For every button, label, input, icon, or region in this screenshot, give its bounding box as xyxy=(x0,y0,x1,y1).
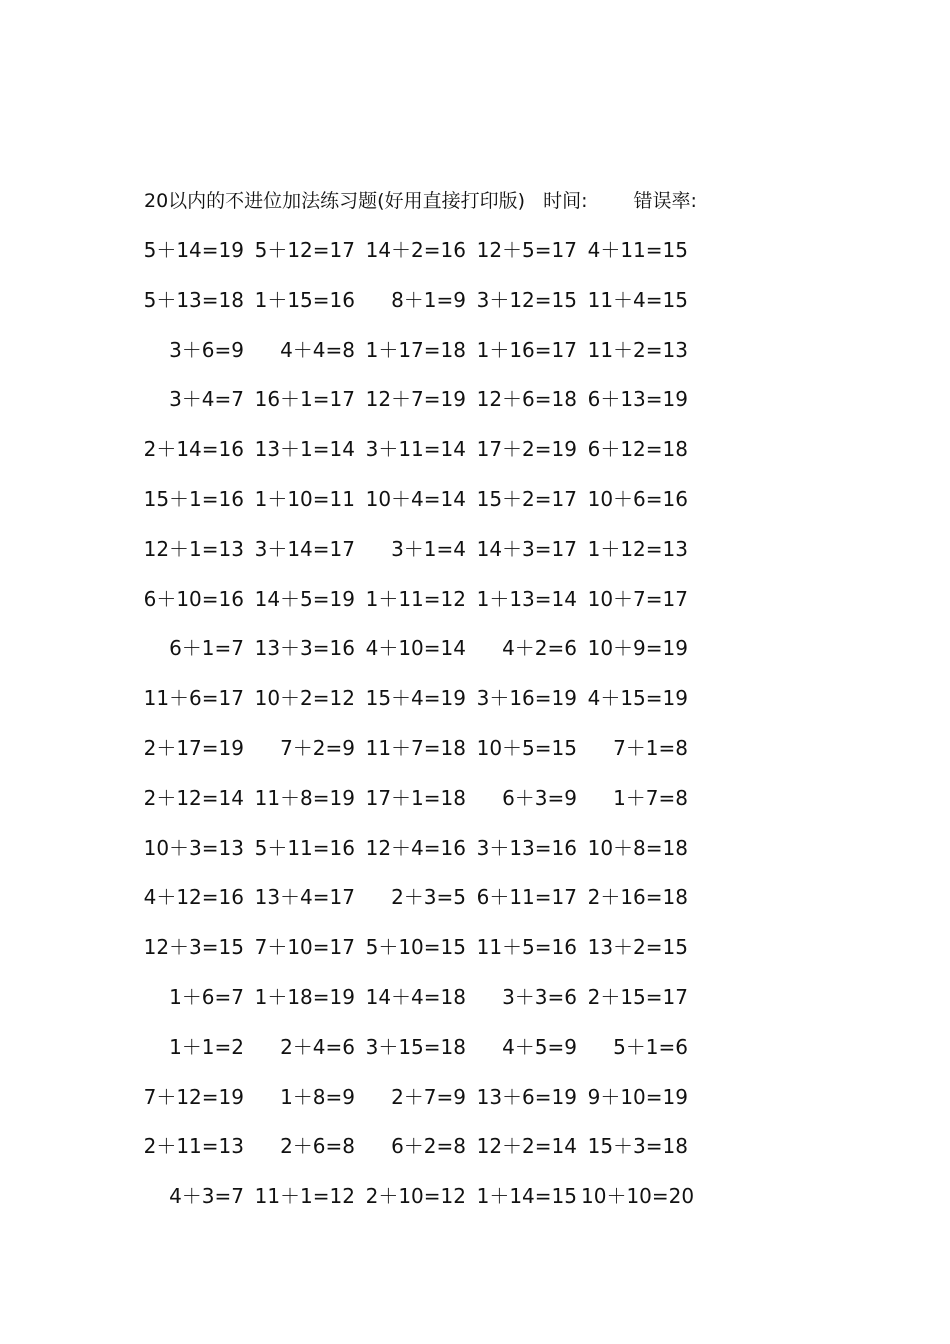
exercise: 3＋12=15 xyxy=(476,287,577,312)
exercise: 1＋16=17 xyxy=(476,337,577,362)
exercise: 6＋3=9 xyxy=(502,785,577,810)
exercise: 12＋1=13 xyxy=(143,536,244,561)
exercise: 1＋18=19 xyxy=(254,984,355,1009)
exercise: 11＋4=15 xyxy=(587,287,688,312)
exercise: 14＋2=16 xyxy=(365,238,466,262)
exercise: 2＋16=18 xyxy=(587,885,688,910)
exercise: 4＋4=8 xyxy=(280,337,355,362)
exercise: 11＋1=12 xyxy=(254,1184,355,1209)
worksheet-title: 20以内的不进位加法练习题(好用直接打印版) xyxy=(144,190,526,212)
exercise: 1＋7=8 xyxy=(613,785,688,810)
exercise: 3＋6=9 xyxy=(169,337,244,362)
exercise: 6＋10=16 xyxy=(143,586,244,611)
exercise: 1＋13=14 xyxy=(476,586,577,611)
exercise: 4＋3=7 xyxy=(169,1184,244,1209)
exercise: 2＋7=9 xyxy=(391,1084,466,1109)
exercise: 1＋6=7 xyxy=(169,984,244,1009)
exercise: 8＋1=9 xyxy=(391,287,466,312)
exercise: 4＋11=15 xyxy=(587,238,688,262)
exercise: 10＋4=14 xyxy=(365,486,466,511)
exercise: 2＋6=8 xyxy=(280,1134,355,1159)
exercise: 3＋3=6 xyxy=(502,984,577,1009)
exercise: 15＋4=19 xyxy=(365,686,466,711)
exercise: 4＋15=19 xyxy=(587,686,688,711)
exercise: 13＋3=16 xyxy=(254,636,355,661)
exercise: 10＋5=15 xyxy=(476,735,577,760)
exercise: 10＋3=13 xyxy=(143,835,244,860)
exercise: 7＋2=9 xyxy=(280,735,355,760)
exercise: 5＋10=15 xyxy=(365,935,466,960)
exercise: 14＋4=18 xyxy=(365,984,466,1009)
exercise: 14＋5=19 xyxy=(254,586,355,611)
exercise: 12＋2=14 xyxy=(476,1134,577,1159)
exercise: 6＋1=7 xyxy=(169,636,244,661)
exercise: 17＋1=18 xyxy=(365,785,466,810)
exercise: 13＋6=19 xyxy=(476,1084,577,1109)
exercise: 10＋8=18 xyxy=(587,835,688,860)
exercise: 14＋3=17 xyxy=(476,536,577,561)
exercise: 11＋8=19 xyxy=(254,785,355,810)
exercise: 6＋2=8 xyxy=(391,1134,466,1159)
exercise: 11＋6=17 xyxy=(143,686,244,711)
worksheet-header xyxy=(144,186,697,216)
exercise: 3＋4=7 xyxy=(169,387,244,412)
exercise: 1＋8=9 xyxy=(280,1084,355,1109)
exercise: 1＋15=16 xyxy=(254,287,355,312)
exercise: 12＋7=19 xyxy=(365,387,466,412)
exercise: 10＋2=12 xyxy=(254,686,355,711)
exercise: 5＋1=6 xyxy=(613,1034,688,1059)
error-rate-label: 错误率: xyxy=(633,190,697,212)
exercise: 10＋10=20 xyxy=(581,1184,695,1209)
exercise: 13＋2=15 xyxy=(587,935,688,960)
exercise: 7＋10=17 xyxy=(254,935,355,960)
exercise: 6＋11=17 xyxy=(476,885,577,910)
exercise: 1＋1=2 xyxy=(169,1034,244,1059)
exercise: 10＋9=19 xyxy=(587,636,688,661)
exercise: 4＋5=9 xyxy=(502,1034,577,1059)
exercise: 4＋12=16 xyxy=(143,885,244,910)
exercise: 5＋11=16 xyxy=(254,835,355,860)
exercise: 2＋11=13 xyxy=(143,1134,244,1159)
exercise: 2＋3=5 xyxy=(391,885,466,910)
exercise: 15＋3=18 xyxy=(587,1134,688,1159)
exercise: 13＋1=14 xyxy=(254,437,355,462)
exercise: 16＋1=17 xyxy=(254,387,355,412)
exercise: 5＋13=18 xyxy=(143,287,244,312)
exercise: 1＋11=12 xyxy=(365,586,466,611)
exercise: 12＋5=17 xyxy=(476,238,577,262)
exercise: 2＋10=12 xyxy=(365,1184,466,1209)
exercise: 1＋17=18 xyxy=(365,337,466,362)
exercise: 3＋14=17 xyxy=(254,536,355,561)
exercise: 15＋1=16 xyxy=(143,486,244,511)
exercise: 4＋2=6 xyxy=(502,636,577,661)
exercise: 3＋11=14 xyxy=(365,437,466,462)
time-label: 时间: xyxy=(543,190,588,212)
exercise: 12＋6=18 xyxy=(476,387,577,412)
exercise: 11＋5=16 xyxy=(476,935,577,960)
exercise: 9＋10=19 xyxy=(587,1084,688,1109)
exercise: 3＋1=4 xyxy=(391,536,466,561)
exercise: 2＋14=16 xyxy=(143,437,244,462)
exercise: 3＋16=19 xyxy=(476,686,577,711)
exercise: 7＋12=19 xyxy=(143,1084,244,1109)
exercise: 5＋12=17 xyxy=(254,238,355,262)
exercise: 2＋12=14 xyxy=(143,785,244,810)
exercise: 1＋14=15 xyxy=(476,1184,577,1209)
exercise: 6＋12=18 xyxy=(587,437,688,462)
exercise: 13＋4=17 xyxy=(254,885,355,910)
exercise: 2＋17=19 xyxy=(143,735,244,760)
exercise: 17＋2=19 xyxy=(476,437,577,462)
exercise: 1＋12=13 xyxy=(587,536,688,561)
exercise: 15＋2=17 xyxy=(476,486,577,511)
exercise: 10＋7=17 xyxy=(587,586,688,611)
exercise: 5＋14=19 xyxy=(143,238,244,262)
exercise: 4＋10=14 xyxy=(365,636,466,661)
exercise: 10＋6=16 xyxy=(587,486,688,511)
exercise: 2＋4=6 xyxy=(280,1034,355,1059)
exercise: 1＋10=11 xyxy=(254,486,355,511)
exercise: 12＋4=16 xyxy=(365,835,466,860)
exercise: 7＋1=8 xyxy=(613,735,688,760)
exercise: 3＋15=18 xyxy=(365,1034,466,1059)
exercise: 11＋7=18 xyxy=(365,735,466,760)
exercise: 3＋13=16 xyxy=(476,835,577,860)
exercise: 11＋2=13 xyxy=(587,337,688,362)
exercise: 6＋13=19 xyxy=(587,387,688,412)
exercise: 2＋15=17 xyxy=(587,984,688,1009)
exercise: 12＋3=15 xyxy=(143,935,244,960)
